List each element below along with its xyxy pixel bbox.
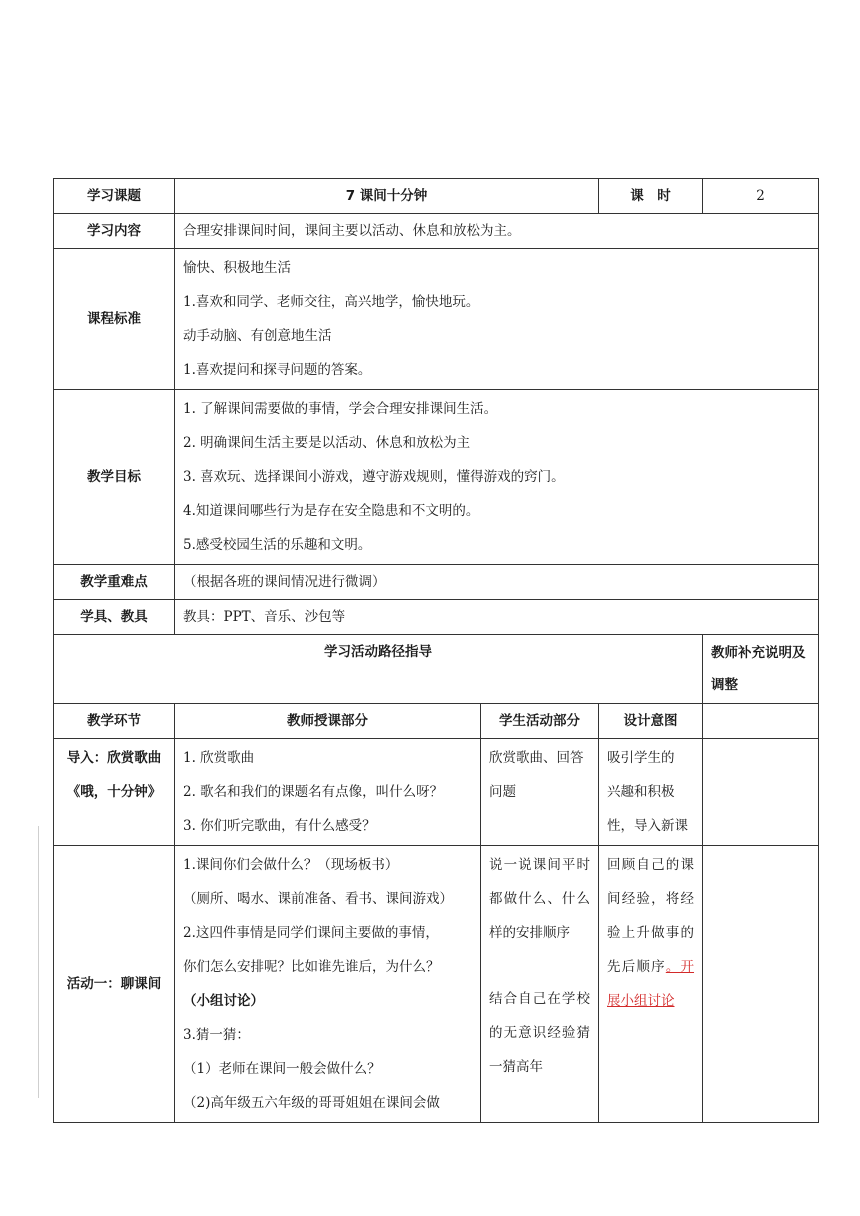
goal-line: 3. 喜欢玩、选择课间小游戏，遵守游戏规则，懂得游戏的窍门。: [183, 469, 565, 485]
teacher-line: （小组讨论）: [183, 993, 264, 1009]
standard-line: 1.喜欢和同学、老师交往，高兴地学，愉快地玩。: [183, 294, 480, 310]
col-student: 学生活动部分: [481, 704, 599, 739]
stage-cell: [54, 739, 175, 846]
column-header-row: [54, 704, 819, 739]
teacher-line: 2.这四件事情是同学们课间主要做的事情，: [183, 925, 439, 941]
col-teacher: 教师授课部分: [175, 704, 481, 739]
tools-row: [54, 600, 819, 635]
teacher-line: （厕所、喝水、课前准备、看书、课间游戏）: [183, 891, 453, 907]
topic-label: 学习课题: [54, 179, 175, 214]
tools-value: 教具：PPT、音乐、沙包等: [175, 600, 819, 635]
teacher-line: （2)高年级五六年级的哥哥姐姐在课间会做: [183, 1095, 440, 1111]
teacher-line: 1.课间你们会做什么？（现场板书）: [183, 857, 399, 873]
teacher-line: 2. 歌名和我们的课题名有点像，叫什么呀？: [183, 784, 444, 800]
intent-line: 兴趣和积极: [607, 784, 675, 800]
guide-row: [54, 635, 819, 704]
teacher-line: 你们怎么安排呢？比如谁先谁后，为什么？: [183, 959, 440, 975]
difficulty-row: [54, 565, 819, 600]
goal-line: 2. 明确课间生活主要是以活动、休息和放松为主: [183, 435, 471, 451]
content-value: 合理安排课间时间，课间主要以活动、休息和放松为主。: [175, 214, 819, 249]
stage-line: 导入：欣赏歌曲: [66, 750, 162, 766]
table-row: [54, 739, 819, 846]
content-row: [54, 214, 819, 249]
goals-label: 教学目标: [54, 390, 175, 565]
student-text: 说一说课间平时都做什么、什么样的安排顺序: [489, 857, 590, 941]
student-cell: [481, 739, 599, 846]
intent-cell: [599, 846, 703, 1123]
table-row: [54, 846, 819, 1123]
goals-row: [54, 390, 819, 565]
standard-line: 动手动脑、有创意地生活: [183, 328, 332, 344]
topic-row: [54, 179, 819, 214]
col-note: [703, 704, 819, 739]
standard-row: [54, 249, 819, 390]
student-cell: [481, 846, 599, 1123]
teacher-line: 3. 你们听完歌曲，有什么感受？: [183, 818, 376, 834]
teacher-cell: [175, 739, 481, 846]
note-cell: [703, 739, 819, 846]
student-line: 欣赏歌曲、回答: [489, 750, 584, 766]
standard-line: 1.喜欢提问和探寻问题的答案。: [183, 362, 372, 378]
difficulty-value: （根据各班的课间情况进行微调）: [175, 565, 819, 600]
intent-line: 性，导入新课: [607, 818, 688, 834]
tools-label: 学具、教具: [54, 600, 175, 635]
stage-cell: 活动一：聊课间: [54, 846, 175, 1123]
goal-line: 1. 了解课间需要做的事情，学会合理安排课间生活。: [183, 401, 498, 417]
student-line: 问题: [489, 784, 516, 800]
col-intent: 设计意图: [599, 704, 703, 739]
standard-label: 课程标准: [54, 249, 175, 390]
col-stage: 教学环节: [54, 704, 175, 739]
intent-link[interactable]: 。开展小组讨论: [607, 959, 695, 1009]
teacher-line: 3.猜一猜：: [183, 1027, 250, 1043]
goal-line: 5.感受校园生活的乐趣和文明。: [183, 537, 372, 553]
note-title: 教师补充说明及调整: [703, 635, 819, 704]
page-margin-rule: [38, 826, 39, 1098]
teacher-cell: [175, 846, 481, 1123]
period-label: 课 时: [599, 179, 703, 214]
topic-value: 7 课间十分钟: [175, 179, 599, 214]
intent-line: 吸引学生的: [607, 750, 675, 766]
goal-line: 4.知道课间哪些行为是存在安全隐患和不文明的。: [183, 503, 480, 519]
stage-line: 《哦，十分钟》: [66, 784, 162, 800]
student-spacer: [489, 950, 590, 982]
intent-cell: [599, 739, 703, 846]
difficulty-label: 教学重难点: [54, 565, 175, 600]
teacher-line: 1. 欣赏歌曲: [183, 750, 255, 766]
period-value: 2: [703, 179, 819, 214]
note-cell: [703, 846, 819, 1123]
lesson-plan-table: [53, 178, 819, 1123]
content-label: 学习内容: [54, 214, 175, 249]
teacher-line: （1）老师在课间一般会做什么？: [183, 1061, 381, 1077]
goals-content: [175, 390, 819, 565]
student-text: 结合自己在学校的无意识经验猜一猜高年: [489, 991, 590, 1075]
intent-text: 回顾自己的课间经验，将经验上升做事的先后顺序: [607, 857, 694, 975]
standard-line: 愉快、积极地生活: [183, 260, 291, 276]
guide-title: 学习活动路径指导: [54, 635, 703, 704]
standard-content: [175, 249, 819, 390]
